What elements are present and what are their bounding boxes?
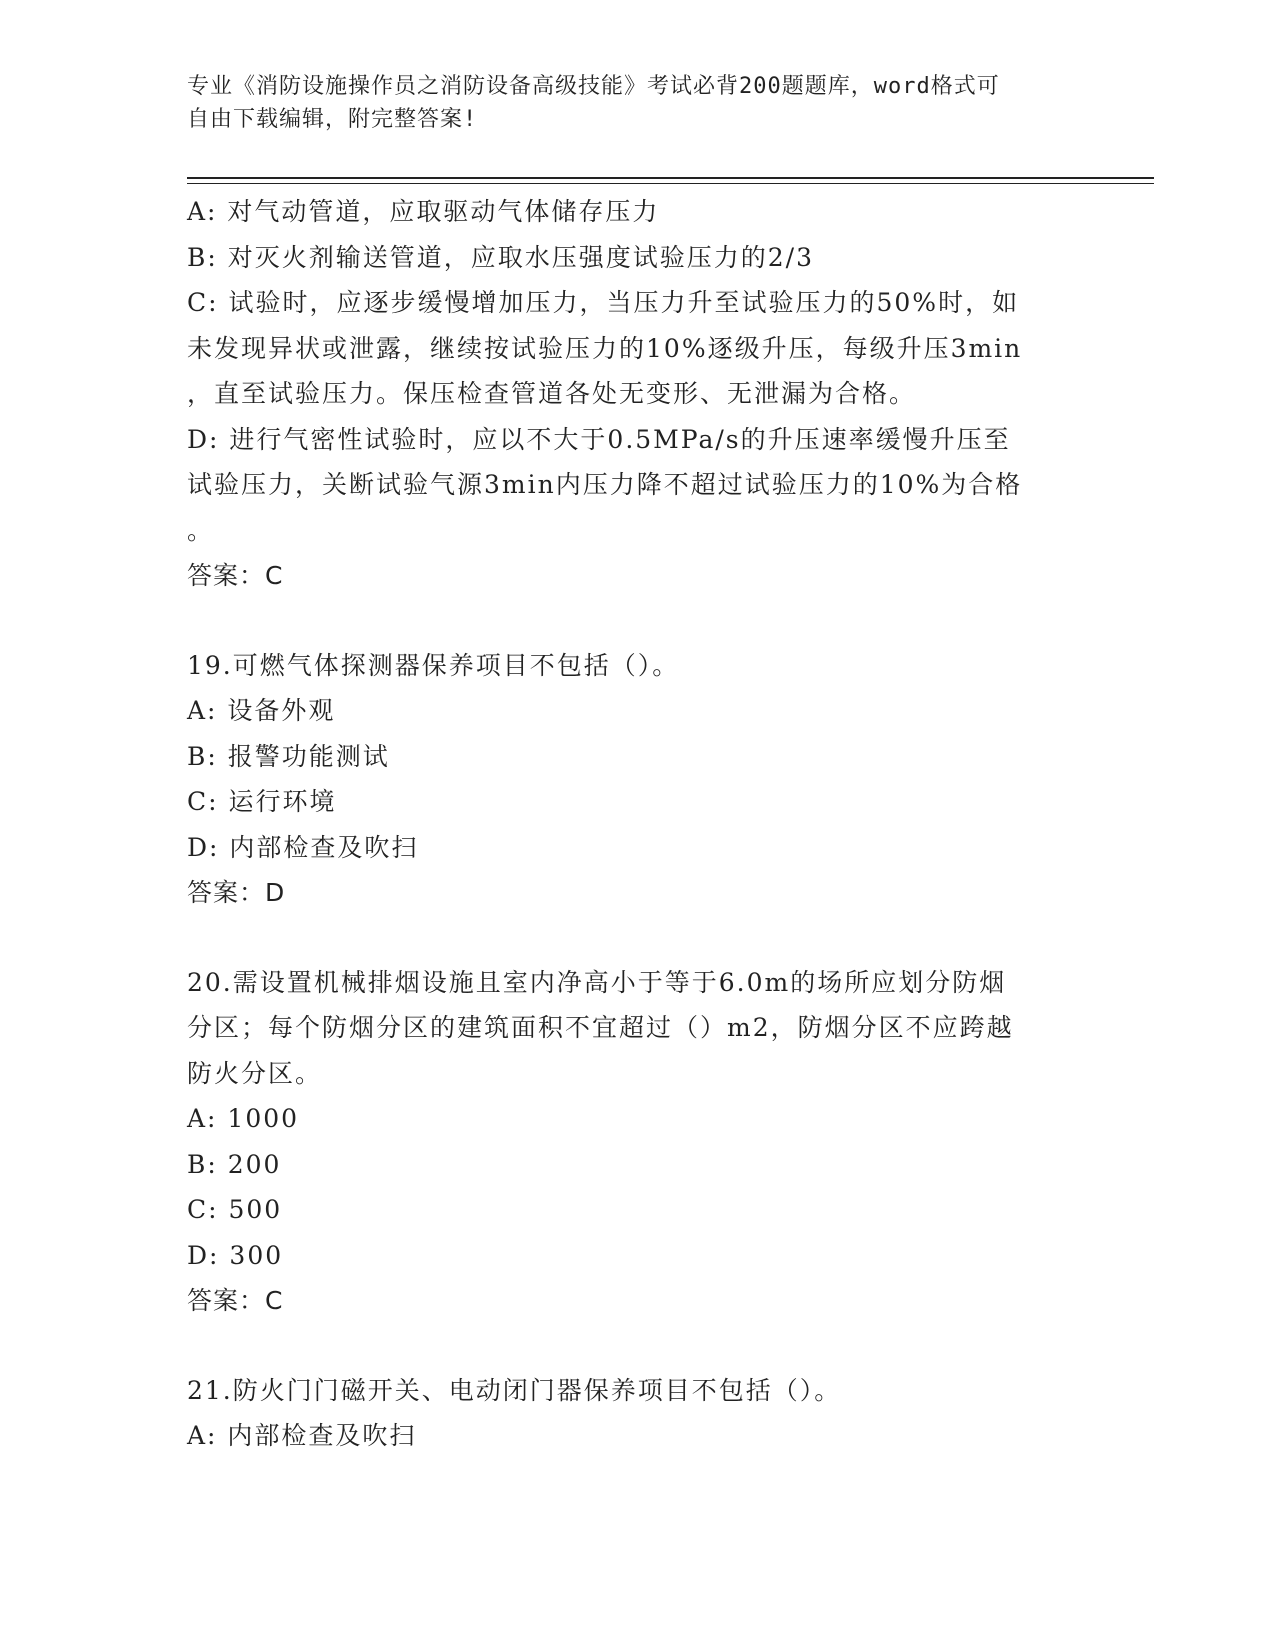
question-19-block [187, 643, 1067, 916]
q19-option-c: C: 运行环境 [187, 787, 337, 816]
q20-question-line-3: 防火分区。 [187, 1058, 323, 1088]
q20-answer: 答案：C [187, 1286, 284, 1315]
q19-option-d: D: 内部检查及吹扫 [187, 832, 419, 862]
header-rule-thick [187, 177, 1154, 179]
q18-option-c-line-2: 未发现异状或泄露，继续按试验压力的10%逐级升压，每级升压3min [187, 333, 1023, 363]
header-rule-thin [187, 183, 1154, 184]
q18-option-d-line-3: 。 [187, 515, 215, 545]
q20-option-d: D: 300 [187, 1240, 284, 1270]
q21-option-a: A: 内部检查及吹扫 [187, 1421, 417, 1450]
question-18-block [187, 189, 1067, 599]
q20-question-line-2: 分区；每个防烟分区的建筑面积不宜超过（）m2，防烟分区不应跨越 [187, 1013, 1014, 1042]
q18-option-c-line-1: C: 试验时，应逐步缓慢增加压力，当压力升至试验压力的50%时，如 [187, 288, 1020, 317]
q19-answer: 答案：D [187, 878, 286, 907]
q19-option-b: B: 报警功能测试 [187, 741, 390, 771]
spacer [187, 1324, 1067, 1368]
q20-option-b: B: 200 [187, 1149, 282, 1179]
q20-question-line-1: 20.需设置机械排烟设施且室内净高小于等于6.0m的场所应划分防烟 [187, 967, 1007, 997]
header-line-1: 专业《消防设施操作员之消防设备高级技能》考试必背200题题库，word格式可 [187, 74, 1000, 99]
q20-option-a: A: 1000 [187, 1104, 300, 1133]
q18-option-b: B: 对灭火剂输送管道，应取水压强度试验压力的2/3 [187, 242, 814, 272]
header-line-2: 自由下载编辑，附完整答案! [187, 107, 478, 132]
q19-question: 19.可燃气体探测器保养项目不包括（）。 [187, 650, 680, 680]
q18-answer: 答案：C [187, 561, 284, 590]
q18-option-c-line-3: ，直至试验压力。保压检查管道各处无变形、无泄漏为合格。 [187, 379, 917, 408]
q18-option-d-line-2: 试验压力，关断试验气源3min内压力降不超过试验压力的10%为合格 [187, 470, 1023, 499]
q18-option-d-line-1: D: 进行气密性试验时，应以不大于0.5MPa/s的升压速率缓慢升压至 [187, 424, 1011, 454]
q20-option-c: C: 500 [187, 1195, 283, 1224]
document-body [187, 189, 1067, 1459]
document-header [187, 70, 1067, 136]
question-20-block [187, 960, 1067, 1324]
q18-option-a: A: 对气动管道，应取驱动气体储存压力 [187, 197, 660, 226]
spacer [187, 916, 1067, 960]
q19-option-a: A: 设备外观 [187, 696, 336, 725]
question-21-block [187, 1368, 1067, 1459]
spacer [187, 599, 1067, 643]
q21-question: 21.防火门门磁开关、电动闭门器保养项目不包括（）。 [187, 1375, 842, 1405]
